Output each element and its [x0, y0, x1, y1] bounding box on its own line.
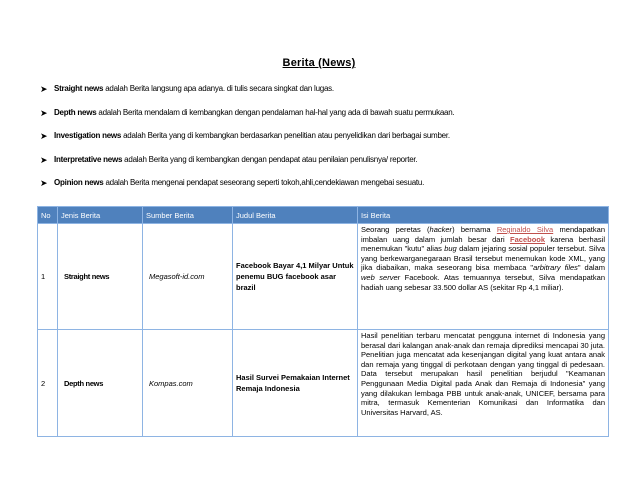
definition-text: adalah Berita mengenai pendapat seseorang seperti tokoh,ahli,cendekiawan mengebai sesuatu.	[105, 178, 425, 187]
definition-text: adalah Berita mendalam di kembangkan dengan pendalaman hal-hal yang ada di bawah suatu permukaan.	[98, 107, 455, 117]
cell-isi-berita	[358, 330, 609, 437]
isi-text: mendapatkan imbalan uang dalam jumlah besar dari	[361, 225, 605, 244]
cell-sumber-berita: Kompas.com	[143, 330, 233, 437]
table-header-row	[38, 207, 609, 224]
reginaldo-silva-link[interactable]: Reginaldo Silva	[496, 225, 554, 234]
cell-jenis-berita: Depth news	[58, 330, 143, 437]
isi-keyword: hacker	[429, 225, 453, 234]
header-isi-berita: Isi Berita	[358, 207, 609, 224]
definition-text: adalah Berita langsung apa adanya. di tulis secara singkat dan lugas.	[105, 84, 334, 93]
table-row	[38, 224, 609, 330]
isi-text: " dalam	[577, 263, 605, 273]
isi-text: dalam jejaring sosial populer tersebut. Silva yang berkewarganegaraan Brasil tersebut menemukan kode XML, yang jika diabaikan, maka seseorang bisa membaca "	[361, 244, 605, 273]
isi-text: Hasil penelitian terbaru mencatat pengguna internet di Indonesia yang berasal dari kalangan anak-anak dan remaja diprediksi mencapai 30 juta. Penelitian juga mencatat ada kesenjangan digital yang kuat antara anak dan remaja yang tinggal di perkotaan dengan yang tinggal di pedesaan. Data tersebut merupakan hasil penelitian berjudul "Keamanan Penggunaan Media Digital pada Anak dan Remaja di Indonesia" yang yang dilakukan lembaga PBB untuk anak-anak, UNICEF, bersama para mitra, termasuk Kementerian Komunikasi dan Informatika dan Universitas Harvard, AS.	[361, 331, 605, 417]
definition-term: Straight news	[54, 84, 104, 93]
arrow-bullet-icon: ➤	[40, 154, 48, 165]
definition-item	[40, 108, 610, 132]
header-judul-berita: Judul Berita	[233, 207, 358, 224]
isi-text: Seorang peretas (	[361, 225, 430, 234]
definition-item	[40, 131, 610, 155]
cell-isi-berita	[358, 224, 609, 330]
definition-term: Opinion news	[54, 178, 104, 187]
table-row	[38, 330, 609, 437]
cell-jenis-berita: Straight news	[58, 224, 143, 330]
definition-text: adalah Berita yang di kembangkan dengan pendapat atau penilaian penulisnya/ reporter.	[124, 154, 418, 164]
page-title: Berita (News)	[282, 57, 356, 69]
arrow-bullet-icon: ➤	[40, 178, 48, 188]
definition-item	[40, 178, 610, 202]
arrow-bullet-icon: ➤	[40, 84, 48, 94]
facebook-link[interactable]: Facebook	[510, 234, 546, 244]
arrow-bullet-icon: ➤	[40, 107, 48, 118]
definition-item	[40, 155, 610, 179]
cell-judul-berita: Facebook Bayar 4,1 Milyar Untuk penemu BUG facebook asar brazil	[233, 224, 358, 330]
definition-term: Depth news	[54, 107, 97, 117]
cell-sumber-berita: Megasoft-id.com	[143, 224, 233, 330]
definition-text: adalah Berita yang di kembangkan berdasarkan penelitian atau penyelidikan dari berbagai sumber.	[123, 131, 450, 140]
isi-text: Facebook. Atas temuannya tersebut, Silva mendapatkan hadiah uang sebesar 33.500 dollar AS (sekitar Rp 4,1 miliar).	[361, 272, 605, 292]
isi-keyword: bug	[444, 244, 457, 254]
isi-text: karena berhasil menemukan "kutu" alias	[361, 234, 605, 254]
arrow-bullet-icon: ➤	[40, 131, 48, 141]
definition-term: Investigation news	[54, 131, 122, 140]
header-sumber-berita: Sumber Berita	[143, 207, 233, 224]
header-no: No	[38, 207, 58, 224]
cell-no: 1	[38, 224, 58, 330]
news-examples-table	[37, 206, 609, 437]
definition-item	[40, 84, 610, 108]
header-jenis-berita: Jenis Berita	[58, 207, 143, 224]
isi-keyword: web server	[361, 272, 401, 282]
cell-no: 2	[38, 330, 58, 437]
isi-keyword: arbitrary files	[533, 263, 578, 273]
cell-judul-berita: Hasil Survei Pemakaian Internet Remaja Indonesia	[233, 330, 358, 437]
definition-term: Interpretative news	[54, 154, 123, 164]
news-definitions-list	[40, 84, 610, 202]
isi-text: ) bernama	[452, 225, 497, 234]
